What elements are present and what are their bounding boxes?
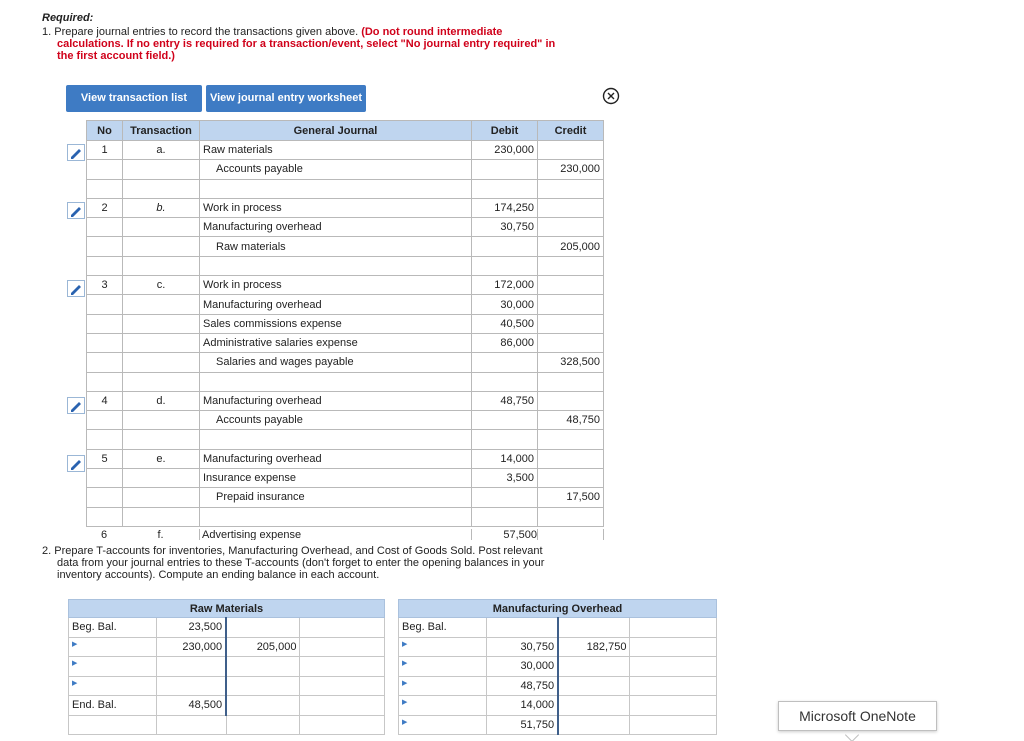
credit-field[interactable] <box>538 198 604 217</box>
table-row <box>87 218 604 237</box>
col-no: No <box>87 121 123 141</box>
debit-field[interactable]: 40,500 <box>472 314 538 333</box>
mfg-overhead-credit-label[interactable] <box>630 676 717 696</box>
account-field[interactable]: Advertising expense <box>202 529 302 540</box>
edit-entry-4-icon[interactable] <box>67 397 85 414</box>
part1-instruction-text: 1. Prepare journal entries to record the transactions given above. <box>42 26 359 38</box>
view-journal-worksheet-button[interactable]: View journal entry worksheet <box>206 85 366 112</box>
raw-materials-credit-label[interactable] <box>300 618 385 638</box>
empty-cell <box>226 715 300 735</box>
raw-materials-debit-label[interactable]: ▶ <box>69 676 157 696</box>
table-row <box>87 314 604 333</box>
account-field[interactable]: Raw materials <box>200 237 472 256</box>
table-row <box>87 488 604 507</box>
raw-materials-credit-field[interactable] <box>226 676 300 696</box>
mfg-overhead-credit-field[interactable] <box>558 696 630 716</box>
part2-line-2: data from your journal entries to these T-accounts (don't forget to enter the opening balances in your <box>57 557 545 569</box>
raw-materials-credit-field[interactable] <box>226 696 300 716</box>
credit-field[interactable] <box>538 391 604 410</box>
general-journal-table <box>86 120 604 527</box>
mfg-overhead-debit-label[interactable]: ▶ <box>399 637 487 657</box>
debit-field[interactable] <box>472 237 538 256</box>
mfg-overhead-debit-field[interactable]: 30,750 <box>486 637 558 657</box>
account-field[interactable]: Work in process <box>200 198 472 217</box>
raw-materials-credit-field[interactable] <box>226 618 300 638</box>
mfg-overhead-credit-field[interactable] <box>558 676 630 696</box>
raw-materials-credit-label[interactable] <box>300 676 385 696</box>
credit-field[interactable]: 328,500 <box>538 353 604 372</box>
edit-entry-5-icon[interactable] <box>67 455 85 472</box>
part1-note-c: the first account field.) <box>57 50 175 62</box>
mfg-overhead-debit-label[interactable]: ▶ <box>399 657 487 677</box>
raw-materials-end-bal[interactable]: 48,500 <box>156 696 226 716</box>
table-row <box>87 449 604 468</box>
credit-field[interactable] <box>538 333 604 352</box>
table-row <box>87 469 604 488</box>
table-row <box>87 430 604 449</box>
onenote-tooltip: Microsoft OneNote <box>778 701 937 731</box>
entry-no: 6 <box>100 529 108 540</box>
raw-materials-t-account <box>68 599 385 735</box>
close-icon[interactable] <box>602 87 620 105</box>
credit-field[interactable] <box>538 449 604 468</box>
beg-bal-label: Beg. Bal. <box>399 618 487 638</box>
credit-field[interactable] <box>538 469 604 488</box>
table-row <box>87 372 604 391</box>
entry-no: 1 <box>87 141 123 160</box>
debit-field[interactable]: 174,250 <box>472 198 538 217</box>
raw-materials-debit-field[interactable]: 230,000 <box>156 637 226 657</box>
account-field[interactable]: Manufacturing overhead <box>200 295 472 314</box>
credit-field[interactable]: 17,500 <box>538 488 604 507</box>
debit-field[interactable]: 57,500 <box>503 529 537 540</box>
account-field[interactable]: Administrative salaries expense <box>200 333 472 352</box>
mfg-overhead-credit-field[interactable] <box>558 657 630 677</box>
entry-no: 5 <box>87 449 123 468</box>
col-general-journal: General Journal <box>200 121 472 141</box>
account-field[interactable]: Manufacturing overhead <box>200 391 472 410</box>
table-row <box>87 179 604 198</box>
debit-field[interactable]: 230,000 <box>472 141 538 160</box>
part2-line-3: inventory accounts). Compute an ending balance in each account. <box>57 569 380 581</box>
account-field[interactable]: Manufacturing overhead <box>200 218 472 237</box>
debit-field[interactable]: 48,750 <box>472 391 538 410</box>
credit-field[interactable]: 230,000 <box>538 160 604 179</box>
table-row <box>87 276 604 295</box>
mfg-overhead-credit-label[interactable] <box>630 657 717 677</box>
table-row <box>87 160 604 179</box>
account-field[interactable]: Prepaid insurance <box>200 488 472 507</box>
raw-materials-credit-field[interactable] <box>226 657 300 677</box>
table-row <box>87 391 604 410</box>
account-field[interactable]: Work in process <box>200 276 472 295</box>
credit-field[interactable] <box>538 276 604 295</box>
beg-bal-label: Beg. Bal. <box>69 618 157 638</box>
raw-materials-debit-label[interactable]: ▶ <box>69 637 157 657</box>
empty-cell <box>69 715 157 735</box>
entry-transaction: b. <box>123 198 200 217</box>
part1-instructions <box>42 26 502 38</box>
table-row <box>87 353 604 372</box>
table-row <box>87 141 604 160</box>
end-bal-label: End. Bal. <box>69 696 157 716</box>
raw-materials-debit-field[interactable] <box>156 676 226 696</box>
edit-entry-1-icon[interactable] <box>67 144 85 161</box>
required-heading: Required: <box>42 12 94 24</box>
entry-transaction: c. <box>123 276 200 295</box>
mfg-overhead-debit-label[interactable]: ▶ <box>399 715 487 735</box>
account-field[interactable]: Accounts payable <box>200 160 472 179</box>
table-row <box>87 256 604 275</box>
entry-no: 3 <box>87 276 123 295</box>
entry-transaction: d. <box>123 391 200 410</box>
account-field[interactable]: Salaries and wages payable <box>200 353 472 372</box>
entry-transaction: a. <box>123 141 200 160</box>
mfg-overhead-credit-field[interactable]: 182,750 <box>558 637 630 657</box>
mfg-overhead-credit-field[interactable] <box>558 618 630 638</box>
entry-transaction: e. <box>123 449 200 468</box>
credit-field[interactable]: 48,750 <box>538 411 604 430</box>
credit-field[interactable] <box>538 218 604 237</box>
debit-field[interactable] <box>472 160 538 179</box>
mfg-overhead-debit-field[interactable]: 51,750 <box>486 715 558 735</box>
debit-field[interactable]: 30,000 <box>472 295 538 314</box>
debit-field[interactable]: 3,500 <box>472 469 538 488</box>
raw-materials-beg-bal[interactable]: 23,500 <box>156 618 226 638</box>
account-field[interactable]: Sales commissions expense <box>200 314 472 333</box>
entry-no: 4 <box>87 391 123 410</box>
mfg-overhead-credit-label[interactable] <box>630 715 717 735</box>
debit-field[interactable]: 86,000 <box>472 333 538 352</box>
mfg-overhead-debit-field[interactable]: 30,000 <box>486 657 558 677</box>
debit-field[interactable]: 172,000 <box>472 276 538 295</box>
table-row <box>87 507 604 526</box>
raw-materials-credit-label[interactable] <box>300 637 385 657</box>
mfg-overhead-title: Manufacturing Overhead <box>399 600 717 618</box>
entry-transaction: f. <box>157 529 164 540</box>
account-field[interactable]: Accounts payable <box>200 411 472 430</box>
edit-entry-3-icon[interactable] <box>67 280 85 297</box>
raw-materials-debit-field[interactable] <box>156 657 226 677</box>
raw-materials-credit-field[interactable]: 205,000 <box>226 637 300 657</box>
table-row <box>87 333 604 352</box>
mfg-overhead-debit-label[interactable]: ▶ <box>399 676 487 696</box>
debit-field[interactable]: 30,750 <box>472 218 538 237</box>
col-credit: Credit <box>538 121 604 141</box>
entry-no: 2 <box>87 198 123 217</box>
raw-materials-debit-label[interactable]: ▶ <box>69 657 157 677</box>
mfg-overhead-credit-field[interactable] <box>558 715 630 735</box>
table-row <box>87 237 604 256</box>
col-transaction: Transaction <box>123 121 200 141</box>
credit-field[interactable] <box>538 141 604 160</box>
part2-line-1: 2. Prepare T-accounts for inventories, Manufacturing Overhead, and Cost of Goods Sold. Post relevant <box>42 545 543 557</box>
debit-field[interactable] <box>472 411 538 430</box>
debit-field[interactable] <box>472 488 538 507</box>
mfg-overhead-debit-label[interactable]: ▶ <box>399 696 487 716</box>
empty-cell <box>300 696 385 716</box>
table-row-partial <box>86 529 604 540</box>
part1-note-a: (Do not round intermediate <box>361 26 503 38</box>
mfg-overhead-debit-field[interactable]: 48,750 <box>486 676 558 696</box>
account-field[interactable]: Manufacturing overhead <box>200 449 472 468</box>
table-row <box>87 411 604 430</box>
raw-materials-credit-label[interactable] <box>300 657 385 677</box>
edit-entry-2-icon[interactable] <box>67 202 85 219</box>
view-transaction-list-button[interactable]: View transaction list <box>66 85 202 112</box>
mfg-overhead-credit-label[interactable] <box>630 637 717 657</box>
empty-cell <box>156 715 226 735</box>
mfg-overhead-beg-bal[interactable] <box>486 618 558 638</box>
credit-field[interactable]: 205,000 <box>538 237 604 256</box>
credit-field[interactable] <box>538 295 604 314</box>
manufacturing-overhead-t-account <box>398 599 717 735</box>
table-row <box>87 198 604 217</box>
mfg-overhead-credit-label[interactable] <box>630 618 717 638</box>
mfg-overhead-debit-field[interactable]: 14,000 <box>486 696 558 716</box>
col-debit: Debit <box>472 121 538 141</box>
empty-cell <box>300 715 385 735</box>
account-field[interactable]: Insurance expense <box>200 469 472 488</box>
credit-field[interactable] <box>538 314 604 333</box>
raw-materials-title: Raw Materials <box>69 600 385 618</box>
mfg-overhead-credit-label[interactable] <box>630 696 717 716</box>
part1-note-b: calculations. If no entry is required for a transaction/event, select "No journal entry required" in <box>57 38 556 50</box>
debit-field[interactable]: 14,000 <box>472 449 538 468</box>
table-row <box>87 295 604 314</box>
account-field[interactable]: Raw materials <box>200 141 472 160</box>
debit-field[interactable] <box>472 353 538 372</box>
